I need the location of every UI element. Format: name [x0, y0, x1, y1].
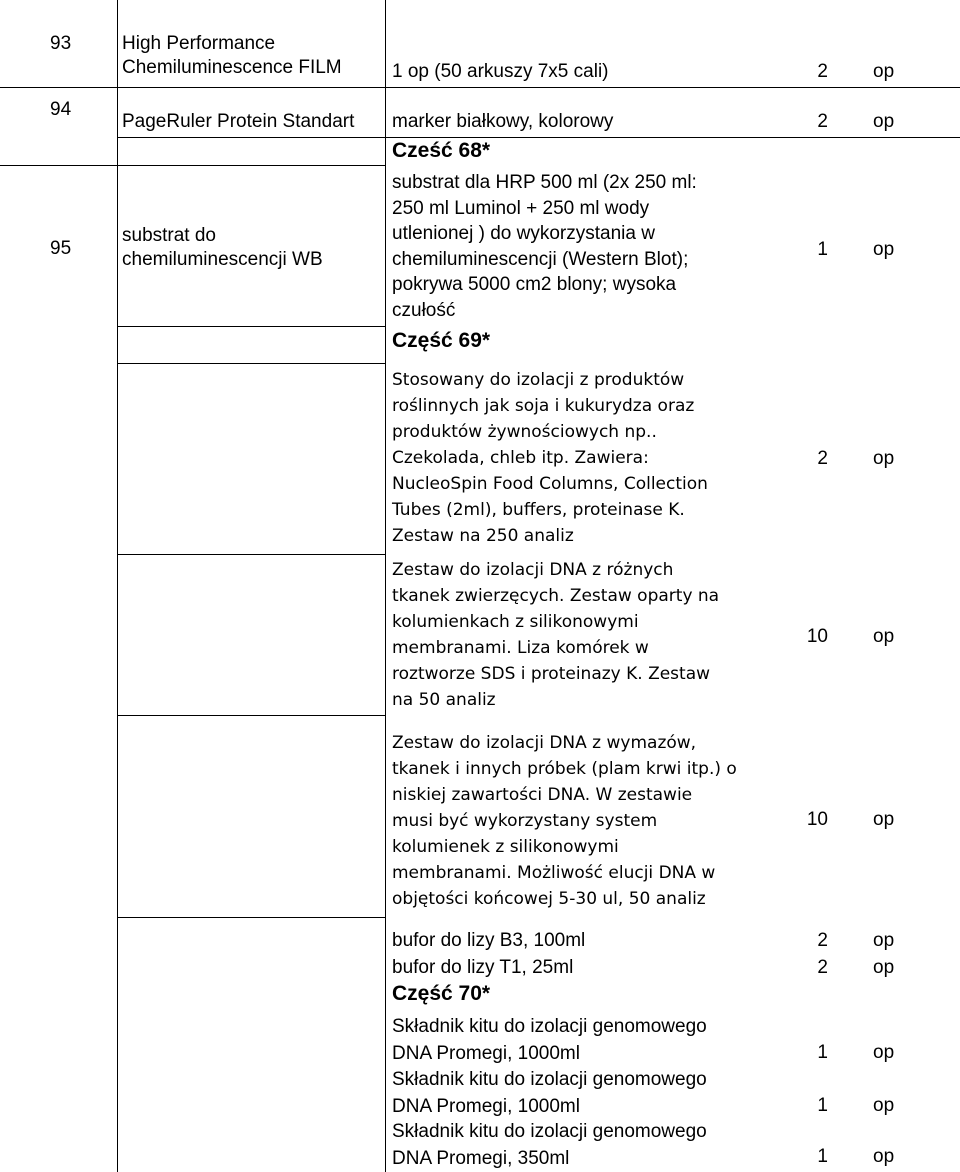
promega-item-1-unit: op [873, 1042, 895, 1063]
row-94-lp: 94 [50, 99, 72, 120]
row-95-desc: substrat dla HRP 500 ml (2x 250 ml: 250 ml Luminol + 250 ml wody utlenionej ) do wykorzystania w chemiluminescencji (Western Blot); pokrywa 5000 cm2 blony; wysoka czułość [392, 172, 697, 321]
col-line-1 [117, 0, 118, 1172]
buffer-b3-qty: 2 [817, 930, 828, 951]
section-heading-69: Część 69* [392, 329, 491, 352]
promega-item-2-unit: op [873, 1095, 895, 1116]
buffer-b3-unit: op [873, 930, 895, 951]
row-93-name: High Performance Chemiluminescence FILM [122, 33, 342, 78]
row-94-qty: 2 [817, 111, 828, 132]
row-95-unit: op [873, 239, 895, 260]
food-kit-qty: 2 [817, 448, 828, 469]
promega-item-3-unit: op [873, 1146, 895, 1167]
buffer-b3-desc: bufor do lizy B3, 100ml [392, 930, 586, 951]
food-kit-unit: op [873, 448, 895, 469]
row-93-qty: 2 [817, 61, 828, 82]
row-line [117, 137, 960, 138]
promega-item-2-qty: 1 [817, 1095, 828, 1116]
tissue-kit-qty: 10 [806, 626, 828, 647]
row-line [0, 87, 960, 88]
row-93-unit: op [873, 61, 895, 82]
buffer-t1-desc: bufor do lizy T1, 25ml [392, 957, 574, 978]
row-95-lp: 95 [50, 238, 72, 259]
section-heading-70: Część 70* [392, 982, 491, 1005]
row-line [117, 554, 385, 555]
tissue-kit-unit: op [873, 626, 895, 647]
promega-item-3-qty: 1 [817, 1146, 828, 1167]
col-line-2 [385, 0, 386, 1172]
tissue-kit-desc: Zestaw do izolacji DNA z różnych tkanek zwierzęcych. Zestaw oparty na kolumienkach z silikonowymi membranami. Liza komórek w roztworze SDS i proteinazy K. Zestaw na 50 analiz [392, 560, 720, 710]
row-94-name: PageRuler Protein Standart [122, 111, 355, 132]
row-94-desc: marker białkowy, kolorowy [392, 111, 614, 132]
swab-kit-desc: Zestaw do izolacji DNA z wymazów, tkanek i innych próbek (plam krwi itp.) o niskiej zawartości DNA. W zestawie musi być wykorzystany system kolumienek z silikonowymi membranami. Możliwość elucji DNA w objętości końcowej 5-30 ul, 50 analiz [392, 733, 737, 909]
promega-item-1-qty: 1 [817, 1042, 828, 1063]
row-line [117, 363, 385, 364]
promega-item-3-desc: Składnik kitu do izolacji genomowego DNA Promegi, 350ml [392, 1121, 707, 1169]
buffer-t1-unit: op [873, 957, 895, 978]
row-line [117, 715, 385, 716]
swab-kit-qty: 10 [806, 809, 828, 830]
row-93-desc: 1 op (50 arkuszy 7x5 cali) [392, 61, 609, 82]
promega-item-2-desc: Składnik kitu do izolacji genomowego DNA Promegi, 1000ml [392, 1069, 707, 1117]
row-94-unit: op [873, 111, 895, 132]
buffer-t1-qty: 2 [817, 957, 828, 978]
row-line [117, 326, 385, 327]
row-line [117, 917, 385, 918]
row-line [0, 165, 385, 166]
food-kit-desc: Stosowany do izolacji z produktów roślinnych jak soja i kukurydza oraz produktów żywnościowych np.. Czekolada, chleb itp. Zawiera: NucleoSpin Food Columns, Collection Tubes (2ml), buffers, proteinase K. Zestaw na 250 analiz [392, 370, 708, 546]
row-93-lp: 93 [50, 33, 72, 54]
row-95-qty: 1 [817, 239, 828, 260]
row-95-name: substrat do chemiluminescencji WB [122, 225, 323, 270]
section-heading-68: Cześć 68* [392, 139, 491, 162]
swab-kit-unit: op [873, 809, 895, 830]
promega-item-1-desc: Składnik kitu do izolacji genomowego DNA Promegi, 1000ml [392, 1016, 707, 1064]
